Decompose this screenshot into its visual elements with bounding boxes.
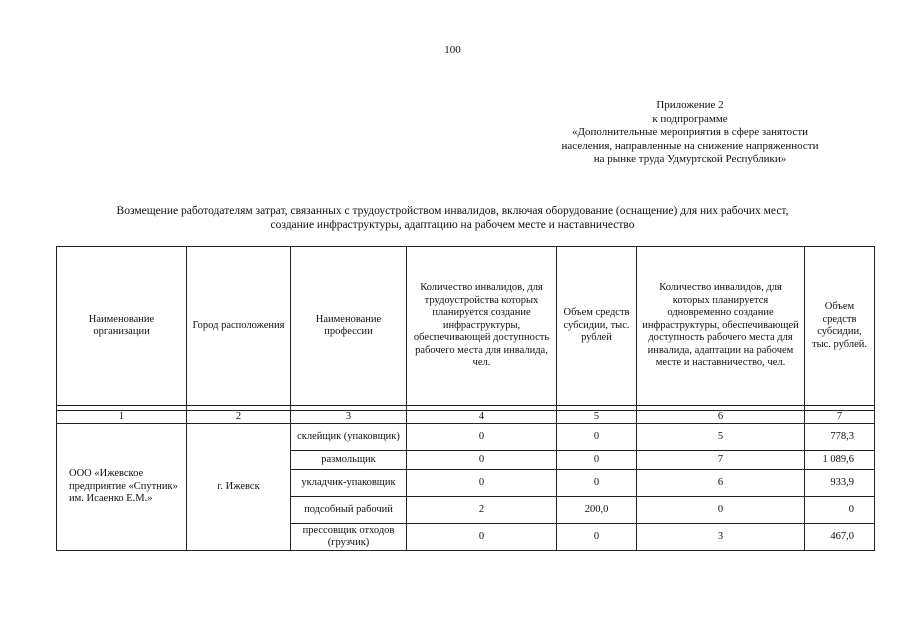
subsidy-2-cell: 778,3 [805,424,875,451]
column-number-row [57,411,875,424]
subsidy-1-cell: 0 [557,451,637,470]
profession-cell: подсобный рабочий [291,497,407,524]
header-subsidy-2: Объем средств субсидии, тыс. рублей. [805,247,875,406]
profession-cell: размольщик [291,451,407,470]
header-disabled-infra: Количество инвалидов, для трудоустройства которых планируется создание инфраструктуры, обеспечивающей доступность рабочего места для инвалида, чел. [407,247,557,406]
column-number: 1 [57,411,187,424]
profession-cell: укладчик-упаковщик [291,470,407,497]
subsidy-1-cell: 0 [557,470,637,497]
city-cell: г. Ижевск [187,424,291,551]
disabled-infra-cell: 2 [407,497,557,524]
header-city: Город расположения [187,247,291,406]
appendix-line: Приложение 2 [656,99,724,111]
appendix-line: «Дополнительные мероприятия в сфере занятости [571,126,809,138]
subsidy-2-cell: 467,0 [805,524,875,551]
disabled-infra-cell: 0 [407,524,557,551]
header-organization: Наименование организации [57,247,187,406]
document-title [40,204,865,232]
appendix-line: населения, направленные на снижение напряженности [561,139,819,152]
column-number: 7 [805,411,875,424]
disabled-infra-cell: 0 [407,470,557,497]
profession-cell: склейщик (упаковщик) [291,424,407,451]
column-number: 6 [637,411,805,424]
profession-cell: прессовщик отходов (грузчик) [291,524,407,551]
column-number: 2 [187,411,291,424]
subsidy-table [56,246,875,551]
header-subsidy-1: Объем средств субсидии, тыс. рублей [557,247,637,406]
appendix-header [520,99,860,167]
subsidy-2-cell: 0 [805,497,875,524]
title-line-2: создание инфраструктуры, адаптацию на рабочем месте и наставничество [270,219,635,231]
subsidy-2-cell: 933,9 [805,470,875,497]
organization-cell: ООО «Ижевское предприятие «Спутник» им. Исаенко Е.М.» [57,424,187,551]
table-row [57,424,875,451]
appendix-line: на рынке труда Удмуртской Республики» [593,153,787,165]
subsidy-1-cell: 200,0 [557,497,637,524]
subsidy-1-cell: 0 [557,524,637,551]
table-header-row [57,247,875,406]
column-number: 3 [291,411,407,424]
header-disabled-full: Количество инвалидов, для которых планируется одновременно создание инфраструктуры, обеспечивающей доступность рабочего места для инвалида, адаптации на рабочем месте и наставничество, чел. [637,247,805,406]
title-line-1: Возмещение работодателям затрат, связанных с трудоустройством инвалидов, включая оборудование (оснащение) для них рабочих мест, [116,205,789,217]
header-profession: Наименование профессии [291,247,407,406]
disabled-infra-cell: 0 [407,451,557,470]
page-number: 100 [444,44,461,56]
disabled-full-cell: 5 [637,424,805,451]
disabled-full-cell: 7 [637,451,805,470]
subsidy-1-cell: 0 [557,424,637,451]
appendix-line: к подпрограмме [652,112,728,125]
disabled-full-cell: 6 [637,470,805,497]
column-number: 4 [407,411,557,424]
disabled-full-cell: 0 [637,497,805,524]
subsidy-2-cell: 1 089,6 [805,451,875,470]
disabled-full-cell: 3 [637,524,805,551]
disabled-infra-cell: 0 [407,424,557,451]
column-number: 5 [557,411,637,424]
